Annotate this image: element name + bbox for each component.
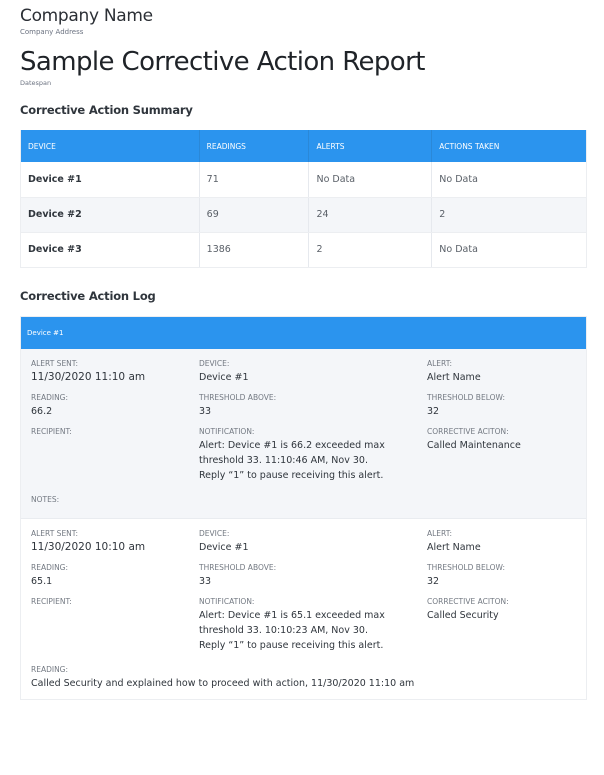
value-alert: Alert Name <box>427 541 481 553</box>
column-header-alerts: ALERTS <box>309 130 432 162</box>
notification-line: threshold 33. 11:10:46 AM, Nov 30. <box>199 454 368 466</box>
cell-device: Device #2 <box>21 197 200 232</box>
summary-header-row <box>21 130 587 162</box>
value-corrective-action: Called Maintenance <box>427 439 521 451</box>
cell-readings: 71 <box>199 162 309 197</box>
table-row <box>21 197 587 232</box>
field-threshold-below <box>427 393 576 419</box>
summary-title: Corrective Action Summary <box>20 103 193 117</box>
value-device: Device #1 <box>199 371 249 383</box>
field-reading-note <box>31 665 576 691</box>
label-alert-sent: ALERT SENT: <box>31 358 79 368</box>
label-reading-note: READING: <box>31 664 69 674</box>
field-alert-sent <box>31 529 199 555</box>
field-recipient <box>31 597 199 653</box>
field-notification <box>199 597 427 653</box>
value-notification <box>199 608 427 653</box>
report-title: Sample Corrective Action Report <box>20 47 425 77</box>
cell-alerts: 2 <box>309 232 432 267</box>
field-reading <box>31 393 199 419</box>
label-alert-sent: ALERT SENT: <box>31 528 79 538</box>
cell-actions: No Data <box>432 232 587 267</box>
label-notification: NOTIFICATION: <box>199 426 255 436</box>
value-threshold-below: 32 <box>427 405 440 417</box>
label-reading: READING: <box>31 562 69 572</box>
label-alert: ALERT: <box>427 358 452 368</box>
label-corrective-action: CORRECTIVE ACITON: <box>427 426 509 436</box>
cell-device: Device #1 <box>21 162 200 197</box>
log-entry <box>21 349 586 519</box>
field-notes <box>31 495 576 510</box>
label-reading: READING: <box>31 392 69 402</box>
log-card <box>20 316 587 700</box>
cell-device: Device #3 <box>21 232 200 267</box>
notification-line: Alert: Device #1 is 65.1 exceeded max <box>199 609 385 621</box>
cell-readings: 1386 <box>199 232 309 267</box>
summary-table <box>20 130 587 268</box>
cell-alerts: No Data <box>309 162 432 197</box>
label-threshold-above: THRESHOLD ABOVE: <box>199 392 277 402</box>
field-notification <box>199 427 427 483</box>
company-address: Company Address <box>20 28 84 36</box>
notification-line: Alert: Device #1 is 66.2 exceeded max <box>199 439 385 451</box>
value-threshold-above: 33 <box>199 575 212 587</box>
value-reading-note: Called Security and explained how to proceed with action, 11/30/2020 11:10 am <box>31 677 415 689</box>
field-recipient <box>31 427 199 483</box>
datespan: Datespan <box>20 79 52 87</box>
value-alert-sent: 11/30/2020 11:10 am <box>31 370 146 383</box>
label-threshold-below: THRESHOLD BELOW: <box>427 562 506 572</box>
value-notification <box>199 438 427 483</box>
value-threshold-below: 32 <box>427 575 440 587</box>
label-notification: NOTIFICATION: <box>199 596 255 606</box>
value-alert-sent: 11/30/2020 10:10 am <box>31 540 146 553</box>
field-alert <box>427 359 576 385</box>
label-device: DEVICE: <box>199 358 230 368</box>
notification-line: threshold 33. 10:10:23 AM, Nov 30. <box>199 624 368 636</box>
field-corrective-action <box>427 597 576 653</box>
field-alert <box>427 529 576 555</box>
field-alert-sent <box>31 359 199 385</box>
label-corrective-action: CORRECTIVE ACITON: <box>427 596 509 606</box>
column-header-actions: ACTIONS TAKEN <box>432 130 587 162</box>
field-device <box>199 529 427 555</box>
column-header-readings: READINGS <box>199 130 309 162</box>
company-name: Company Name <box>20 6 153 26</box>
value-device: Device #1 <box>199 541 249 553</box>
notification-line: Reply “1” to pause receiving this alert. <box>199 469 384 481</box>
cell-readings: 69 <box>199 197 309 232</box>
label-recipient: RECIPIENT: <box>31 596 72 606</box>
log-device-header: Device #1 <box>21 317 586 349</box>
field-threshold-below <box>427 563 576 589</box>
field-corrective-action <box>427 427 576 483</box>
field-device <box>199 359 427 385</box>
column-header-device: DEVICE <box>21 130 200 162</box>
notification-line: Reply “1” to pause receiving this alert. <box>199 639 384 651</box>
label-recipient: RECIPIENT: <box>31 426 72 436</box>
label-device: DEVICE: <box>199 528 230 538</box>
field-threshold-above <box>199 393 427 419</box>
label-notes: NOTES: <box>31 494 60 504</box>
cell-actions: 2 <box>432 197 587 232</box>
table-row <box>21 232 587 267</box>
label-alert: ALERT: <box>427 528 452 538</box>
cell-alerts: 24 <box>309 197 432 232</box>
value-reading: 65.1 <box>31 575 53 587</box>
value-threshold-above: 33 <box>199 405 212 417</box>
value-alert: Alert Name <box>427 371 481 383</box>
cell-actions: No Data <box>432 162 587 197</box>
label-threshold-below: THRESHOLD BELOW: <box>427 392 506 402</box>
field-threshold-above <box>199 563 427 589</box>
label-threshold-above: THRESHOLD ABOVE: <box>199 562 277 572</box>
value-reading: 66.2 <box>31 405 53 417</box>
field-reading <box>31 563 199 589</box>
value-corrective-action: Called Security <box>427 609 499 621</box>
table-row <box>21 162 587 197</box>
log-title: Corrective Action Log <box>20 288 156 303</box>
log-entry <box>21 519 586 699</box>
